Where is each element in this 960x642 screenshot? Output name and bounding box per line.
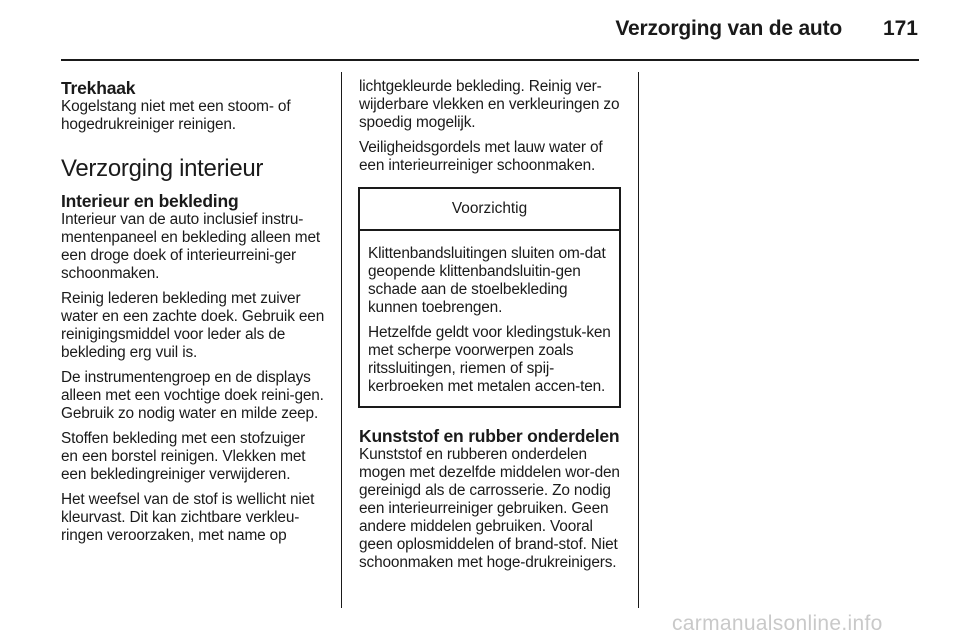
left-column: [61, 78, 325, 552]
header-rule: [61, 59, 919, 61]
page-number: 171: [882, 17, 918, 40]
caution-paragraph: Hetzelfde geldt voor kledingstuk-ken met scherpe voorwerpen zoals ritssluitingen, riemen of spij-kerbroeken met metalen accen-ten.: [368, 324, 611, 395]
caution-paragraph: Klittenbandsluitingen sluiten om-dat geopende klittenbandsluitin-gen schade aan de stoelbekleding kunnen toebrengen.: [368, 245, 606, 316]
body-paragraph: De instrumentengroep en de displays alleen met een vochtige doek reini-gen. Gebruik zo nodig water en milde zeep.: [61, 369, 324, 422]
caution-title: Voorzichtig: [360, 189, 619, 231]
body-paragraph: Interieur van de auto inclusief instru-mentenpaneel en bekleding alleen met een droge doek of interieurreini-ger schoonmaken.: [61, 211, 320, 282]
body-paragraph: Reinig lederen bekleding met zuiver water en een zachte doek. Gebruik een reinigingsmiddel voor leder als de bekleding erg vuil is.: [61, 290, 325, 361]
kunststof-text: Kunststof en rubberen onderdelen mogen met dezelfde middelen wor-den gereinigd als de carrosserie. Zo nodig een interieurreiniger gebruiken. Geen andere middelen gebruiken. Vooral geen oplosmiddelen of brand-stof. Niet schoonmaken met hoge-drukreinigers.: [359, 446, 620, 571]
column-divider-right: [638, 72, 639, 608]
watermark: carmanualsonline.info: [672, 612, 883, 635]
body-paragraph: lichtgekleurde bekleding. Reinig ver-wijderbare vlekken en verkleuringen zo spoedig mogelijk.: [359, 78, 620, 131]
trekhaak-heading: Trekhaak: [61, 78, 136, 98]
page-header-title: Verzorging van de auto: [615, 17, 842, 40]
body-paragraph: Het weefsel van de stof is wellicht niet kleurvast. Dit kan zichtbare verkleu-ringen veroorzaken, met name op: [61, 491, 315, 544]
caution-body: [360, 231, 619, 406]
caution-box: [358, 187, 621, 408]
column-divider-left: [341, 72, 342, 608]
section-heading: Verzorging interieur: [61, 155, 264, 182]
body-paragraph: Veiligheidsgordels met lauw water of een interieurreiniger schoonmaken.: [359, 139, 603, 174]
kunststof-subheading: Kunststof en rubber onderdelen: [359, 426, 620, 446]
interieur-subheading: Interieur en bekleding: [61, 191, 239, 211]
trekhaak-text: Kogelstang niet met een stoom- of hogedrukreiniger reinigen.: [61, 98, 291, 133]
body-paragraph: Stoffen bekleding met een stofzuiger en een borstel reinigen. Vlekken met een bekledingreiniger verwijderen.: [61, 430, 306, 483]
middle-column: [359, 78, 623, 579]
